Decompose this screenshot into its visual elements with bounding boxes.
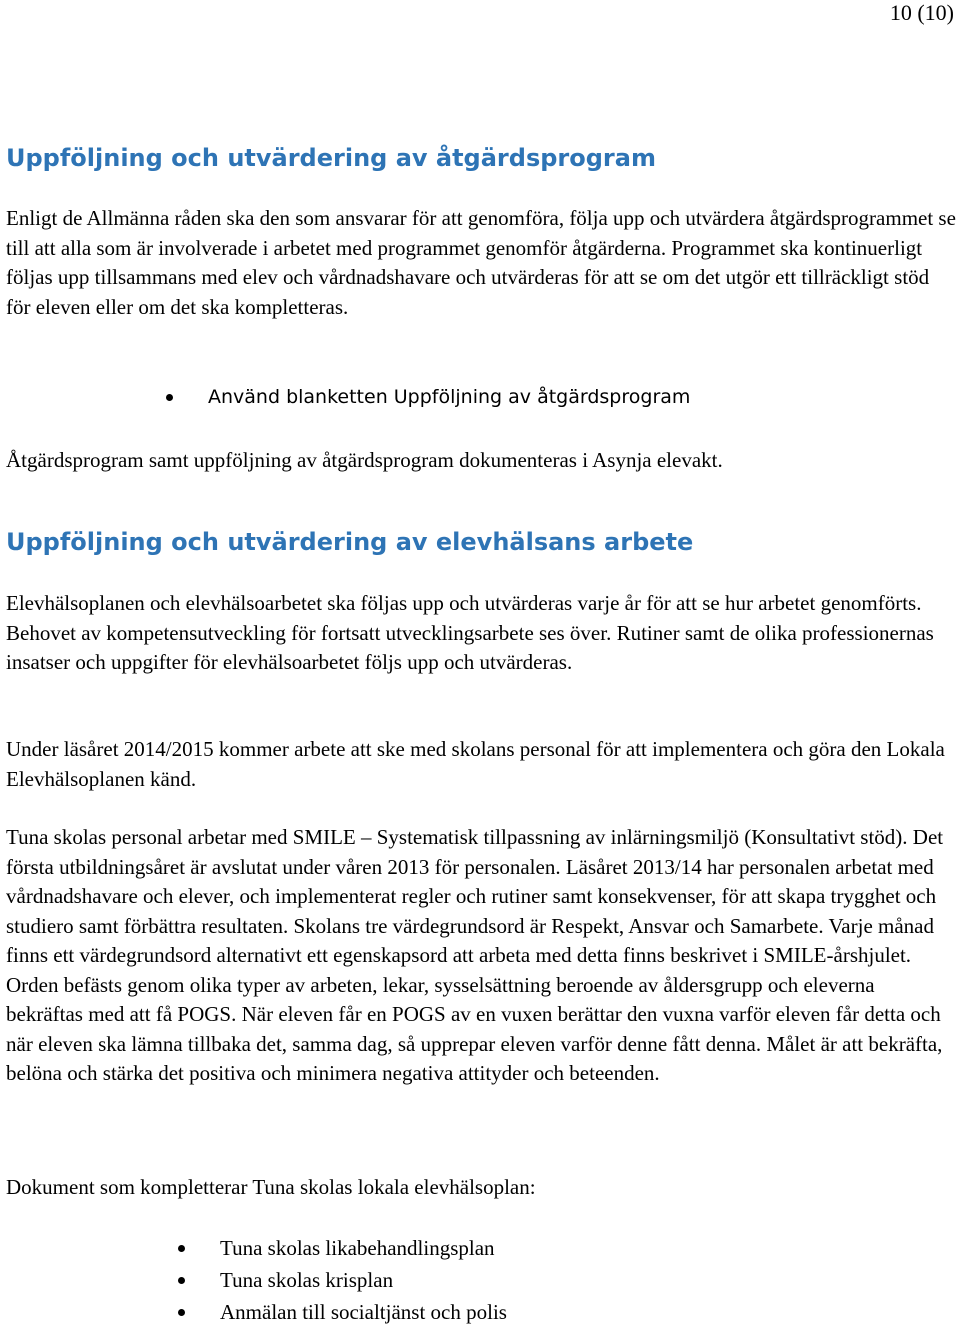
paragraph-documentation: Åtgärdsprogram samt uppföljning av åtgärdsprogram dokumenteras i Asynja elevakt. [6,448,723,472]
page-number: 10 (10) [889,0,954,25]
list-item-document: Tuna skolas krisplan [178,1264,507,1296]
paragraph-school-year: Under läsåret 2014/2015 kommer arbete att ske med skolans personal för att implementera och göra den Lokala Elevhälsoplanen känd. [6,737,945,791]
list-item-form: Använd blanketten Uppföljning av åtgärdsprogram [166,381,690,413]
form-bullet-list [166,381,690,413]
paragraph-general-guidelines: Enligt de Allmänna råden ska den som ansvarar för att genomföra, följa upp och utvärdera åtgärdsprogrammet se till att alla som är involverade i arbetet med programmet genomför åtgärderna. Programmet ska kontinuerligt följas upp tillsammans med elev och vårdnadshavare och utvärderas för att se om det utgör ett tillräckligt stöd för eleven eller om det ska kompletteras. [6,206,956,319]
paragraph-complementary-documents: Dokument som kompletterar Tuna skolas lokala elevhälsoplan: [6,1175,536,1199]
document-list [178,1232,507,1328]
paragraph-smile: Tuna skolas personal arbetar med SMILE – Systematisk tillpassning av inlärningsmiljö (Konsultativt stöd). Det första utbildningsåret är avslutat under våren 2013 för personalen. Läsåret 2013/14 har personalen arbetat med vårdnadshavare och elever, och implementerat regler och rutiner samt konsekvenser, för att skapa trygghet och studiero samt förbättra resultaten. Skolans tre värdegrundsord är Respekt, Ansvar och Samarbete. Varje månad finns ett värdegrundsord alternativt ett egenskapsord att arbeta med detta finns beskrivet i SMILE-årshjulet. Orden befästs genom olika typer av arbeten, lekar, sysselsättning beroende av åldersgrupp och eleverna bekräftas med att få POGS. När eleven får en POGS av en vuxen berättar den vuxna varför eleven får detta och när eleven ska lämna tillbaka det, samma dag, så upprepar eleven varför denne fått denna. Målet är att bekräfta, belöna och stärka det positiva och minimera negativa attityder och beteenden. [6,825,944,1085]
section-heading-action-programs: Uppföljning och utvärdering av åtgärdsprogram [6,144,656,172]
list-item-document: Anmälan till socialtjänst och polis [178,1296,507,1328]
section-heading-student-health: Uppföljning och utvärdering av elevhälsans arbete [6,528,694,556]
list-item-document: Tuna skolas likabehandlingsplan [178,1232,507,1264]
paragraph-health-plan-followup: Elevhälsoplanen och elevhälsoarbetet ska följas upp och utvärderas varje år för att se hur arbetet genomförts. Behovet av kompetensutveckling för fortsatt utvecklingsarbete ses över. Rutiner samt de olika professionernas insatser och uppgifter för elevhälsoarbetet följs upp och utvärderas. [6,591,934,674]
